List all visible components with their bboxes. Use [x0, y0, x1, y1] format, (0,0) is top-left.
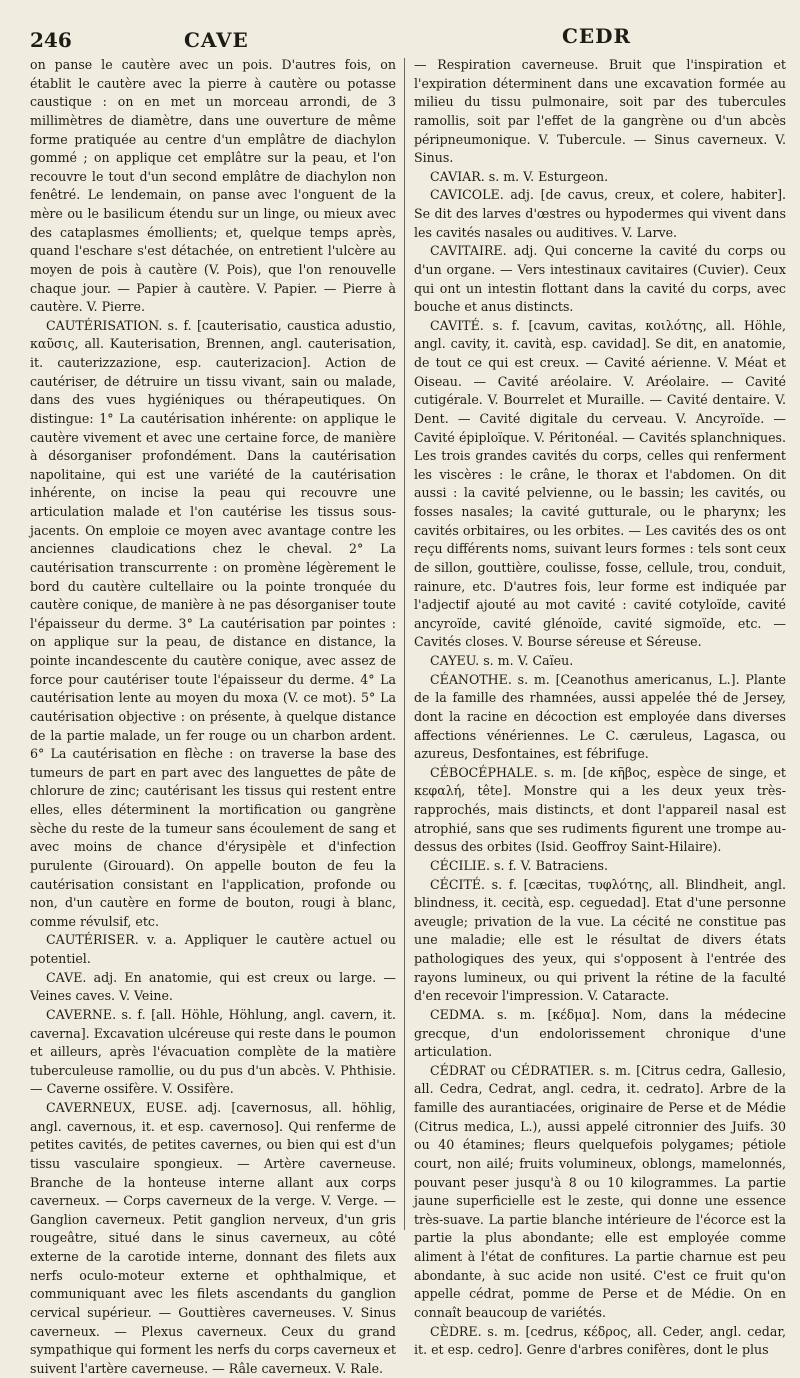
left-column	[30, 56, 396, 1376]
right-column	[414, 56, 786, 1358]
entry-cavicole: CAVICOLE. adj. [de cavus, creux, et colere, habiter]. Se dit des larves d'œstres ou hypodermes qui vivent dans les cavités nasales ou auditives. V. Larve.	[414, 187, 786, 240]
entry-cavitaire: CAVITAIRE. adj. Qui concerne la cavité du corps ou d'un organe. — Vers intestinaux cavitaires (Cuvier). Ceux qui ont un intestin flottant dans la cavité du corps, avec bouche et anus distincts.	[414, 243, 786, 315]
entry-cecite: CÉCITÉ. s. f. [cæcitas, τυφλότης, all. Blindheit, angl. blindness, it. cecità, esp. ceguedad]. Etat d'une personne aveugle; privation de la vue. La cécité ne constitue pas une maladie; elle est le résultat de divers états pathologiques des yeux, qui s'opposent à l'entrée des rayons lumineux, ou qui privent la rétine de la faculté d'en recevoir l'impression. V. Cataracte.	[414, 876, 786, 1004]
column-divider	[404, 58, 405, 1230]
entry-cedre: CÈDRE. s. m. [cedrus, κέδρος, all. Ceder, angl. cedar, it. et esp. cedro]. Genre d'arbres conifères, dont le plus	[414, 1323, 786, 1358]
running-header	[0, 24, 800, 56]
entry-cecilie: CÉCILIE. s. f. V. Batraciens.	[430, 857, 609, 873]
entry-caviar: CAVIAR. s. m. V. Esturgeon.	[430, 168, 609, 184]
entry-paragraph: — Respiration caverneuse. Bruit que l'inspiration et l'expiration déterminent dans une excavation formée au milieu du tissu pulmonaire, soit par des tubercules ramollis, soit par l'effet de la gangrène ou d'un abcès péripneumonique. V. Tubercule. — Sinus caverneux. V. Sinus.	[414, 57, 786, 166]
entry-paragraph: on panse le cautère avec un pois. D'autres fois, on établit le cautère avec la pierre à cautère ou potasse caustique : on en met un morceau arrondi, de 3 millimètres de diamètre, dans une ouverture de même forme pratiquée au centre d'un emplâtre de diachylon gommé ; on applique cet emplâtre sur la peau, et l'on recouvre le tout d'un second emplâtre de diachylon non fenêtré. Le lendemain, on panse avec l'onguent de la mère ou le basilicum étendu sur un linge, ou mieux avec des cataplasmes émollients; et, quelque temps après, quand l'eschare s'est détachée, on entretient l'ulcère au moyen de pois à cautère (V. Pois), que l'on renouvelle chaque jour. — Papier à cautère. V. Papier. — Pierre à cautère. V. Pierre.	[30, 57, 396, 315]
entry-cedma: CEDMA. s. m. [κέδμα]. Nom, dans la médecine grecque, d'un endolorissement chronique d'une articulation.	[414, 1006, 786, 1060]
entry-cauterisation: CAUTÉRISATION. s. f. [cauterisatio, caustica adustio, καῦσις, all. Kauterisation, Brennen, angl. cauterisation, it. cauterizzazione, esp. cauterizacion]. Action de cautériser, de détruire un tissu vivant, sain ou malade, dans des vues hygiéniques ou thérapeutiques. On distingue: 1° La cautérisation inhérente: on applique le cautère vivement et avec une certaine force, de manière à désorganiser profondément. Dans la cautérisation napolitaine, qui est une variété de la cautérisation inhérente, on incise la peau qui recouvre une articulation malade et l'on cautérise les tissus sous-jacents. On emploie ce moyen avec avantage contre les anciennes claudications chez le cheval. 2° La cautérisation transcurrente : on promène légèrement le bord du cautère cultellaire ou la pointe tronquée du cautère conique, de manière à ne pas désorganiser toute l'épaisseur du derme. 3° La cautérisation par pointes : on applique sur la peau, de distance en distance, la pointe incandescente du cautère conique, avec assez de force pour cautériser toute l'épaisseur du derme. 4° La cautérisation lente au moyen du moxa (V. ce mot). 5° La cautérisation objective : on présente, à quelque distance de la partie malade, un fer rouge ou un charbon ardent. 6° La cautérisation en flèche : on traverse la base des tumeurs de part en part avec des languettes de pâte de chlorure de zinc; cautérisant les tissus qui restent entre elles, elles déterminent la mortification ou gangrène sèche du reste de la tumeur sans écoulement de sang et avec moins de chance d'érysipèle et d'infection purulente (Girouard). On appelle bouton de feu la cautérisation consistant en l'application, profonde ou non, d'un cautère en forme de bouton, rougi à blanc, comme révulsif, etc.	[30, 317, 396, 929]
page-number: 246	[30, 28, 72, 52]
entry-cebocephale: CÉBOCÉPHALE. s. m. [de κῆβος, espèce de singe, et κεφαλή, tête]. Monstre qui a les deux yeux très-rapprochés, mais distincts, et dont l'appareil nasal est atrophié, sans que ses rudiments figurent une trompe au-dessus des orbites (Isid. Geoffroy Saint-Hilaire).	[414, 764, 786, 855]
right-running-head: CEDR	[562, 24, 632, 48]
entry-cauteriser: CAUTÉRISER. v. a. Appliquer le cautère actuel ou potentiel.	[30, 932, 396, 966]
entry-cedrat: CÉDRAT ou CÉDRATIER. s. m. [Citrus cedra, Gallesio, all. Cedra, Cedrat, angl. cedra, it. cedrato]. Arbre de la famille des aurantiacées, originaire de Perse et de Médie (Citrus medica, L.), aussi appelé citronnier des Juifs. 30 ou 40 étamines; fleurs quelquefois polygames; pétiole court, non ailé; fruits volumineux, oblongs, mamelonnés, pouvant peser jusqu'à 8 ou 10 kilogrammes. La partie jaune superficielle est le zeste, qui donne une essence très-suave. La partie blanche intérieure de l'écorce est la partie la plus abondante; elle est employée comme aliment à l'état de confitures. La partie charnue est peu abondante, à suc acide non usité. C'est ce fruit qu'on appelle cédrat, pomme de Perse et de Médie. On en connaît beaucoup de variétés.	[414, 1062, 786, 1320]
entry-cavite: CAVITÉ. s. f. [cavum, cavitas, κοιλότης, all. Höhle, angl. cavity, it. cavità, esp. cavidad]. Se dit, en anatomie, de tout ce qui est creux. — Cavité aérienne. V. Méat et Oiseau. — Cavité aréolaire. V. Aréolaire. — Cavité cutigérale. V. Bourrelet et Muraille. — Cavité dentaire. V. Dent. — Cavité digitale du cerveau. V. Ancyroïde. — Cavité épiploïque. V. Péritonéal. — Cavités splanchniques. Les trois grandes cavités du corps, celles qui renferment les viscères : le crâne, le thorax et l'abdomen. On dit aussi : la cavité pelvienne, ou le bassin; les cavités, ou fosses nasales; la cavité gutturale, ou le pharynx; les cavités orbitaires, ou les orbites. — Les cavités des os ont reçu différents noms, suivant leurs formes : tels sont ceux de sillon, gouttière, coulisse, fosse, cellule, trou, conduit, rainure, etc. D'autres fois, leur forme est indiquée par l'adjectif ajouté au mot cavité : cavité cotyloïde, cavité ancyroïde, cavité glénoïde, cavité sigmoïde, etc. — Cavités closes. V. Bourse séreuse et Séreuse.	[414, 317, 786, 650]
entry-cave: CAVE. adj. En anatomie, qui est creux ou large. — Veines caves. V. Veine.	[30, 969, 396, 1004]
entry-caverne: CAVERNE. s. f. [all. Höhle, Höhlung, angl. cavern, it. caverna]. Excavation ulcéreuse qui reste dans le poumon et ailleurs, après l'évacuation complète de la matière tuberculeuse ramollie, ou du pus d'un abcès. V. Phthisie. — Caverne ossifère. V. Ossifère.	[30, 1006, 396, 1097]
entry-caverneux: CAVERNEUX, EUSE. adj. [cavernosus, all. höhlig, angl. cavernous, it. et esp. cavernoso]. Qui renferme de petites cavités, de petites cavernes, ou bien qui est d'un tissu vasculaire spongieux. — Artère caverneuse. Branche de la honteuse interne allant aux corps caverneux. — Corps caverneux de la verge. V. Verge. — Ganglion caverneux. Petit ganglion nerveux, d'un gris rougeâtre, situé dans le sinus caverneux, au côté externe de la carotide interne, donnant des filets aux nerfs oculo-moteur externe et ophthalmique, et communiquant avec les filets ascendants du ganglion cervical supérieur. — Gouttières caverneuses. V. Sinus caverneux. — Plexus caverneux. Ceux du grand sympathique qui forment les nerfs du corps caverneux et suivent l'artère caverneuse. — Râle caverneux. V. Rale.	[30, 1100, 396, 1376]
entry-cayeu: CAYEU. s. m. V. Caïeu.	[430, 653, 574, 668]
entry-ceanothe: CÉANOTHE. s. m. [Ceanothus americanus, L.]. Plante de la famille des rhamnées, aussi appelée thé de Jersey, dont la racine en décoction est employée dans diverses affections vénériennes. Le C. cæruleus, Lagasca, ou azureus, Desfontaines, est fébrifuge.	[414, 671, 786, 762]
left-running-head: CAVE	[184, 28, 249, 52]
